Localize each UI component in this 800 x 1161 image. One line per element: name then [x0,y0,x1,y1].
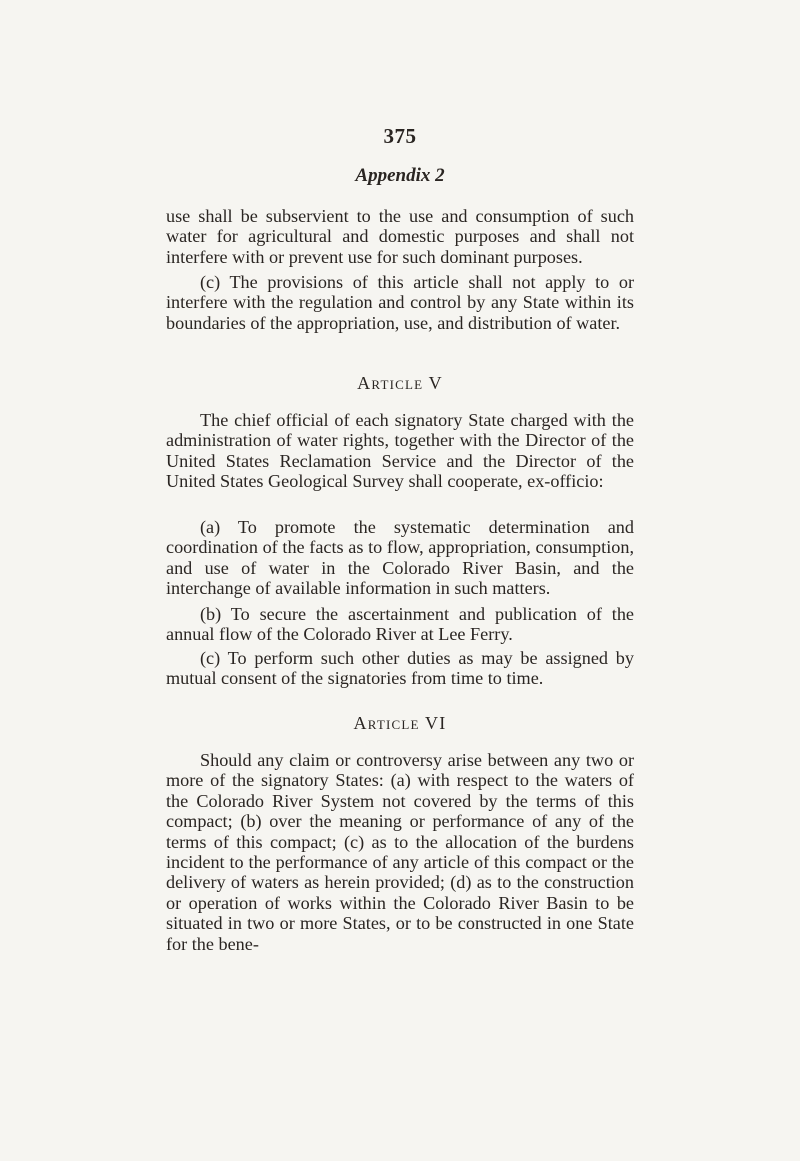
page-number: 375 [383,124,417,148]
paragraph-article-vi: Should any claim or controversy arise between any two or more of the signatory States: (a) with respect to the waters of the Colorado River System not covered by the terms of this compact; (b) over the meaning or performance of any of the terms of this compact; (c) as to the allocation of the burdens incident to the performance of any article of this compact or the delivery of waters as herein provided; (d) as to the construction or operation of works within the Colorado River Basin to be situated in two or more States, or to be constructed in one State for the bene- [166,750,634,954]
paragraph-continuation: use shall be subservient to the use and consumption of such water for agricultural and domestic purposes and shall not interfere with or prevent use for such dominant purposes. [166,206,634,267]
running-head: Appendix 2 [355,165,445,186]
article-vi-heading: Article VI [353,713,447,733]
paragraph-article-v-intro: The chief official of each signatory State charged with the administration of water rights, together with the Director of the United States Reclamation Service and the Director of the United States Geological Survey shall cooperate, ex-officio: [166,410,634,492]
article-v-heading: Article V [357,373,443,393]
paragraph-article-v-a: (a) To promote the systematic determination and coordination of the facts as to flow, appropriation, consumption, and use of water in the Colorado River Basin, and the interchange of available information in such matters. [166,517,634,599]
paragraph-article-v-c: (c) To perform such other duties as may be assigned by mutual consent of the signatories from time to time. [166,648,634,689]
paragraph-article-v-b: (b) To secure the ascertainment and publication of the annual flow of the Colorado River at Lee Ferry. [166,604,634,645]
paragraph-clause-c: (c) The provisions of this article shall not apply to or interfere with the regulation and control by any State within its boundaries of the appropriation, use, and distribution of water. [166,272,634,333]
